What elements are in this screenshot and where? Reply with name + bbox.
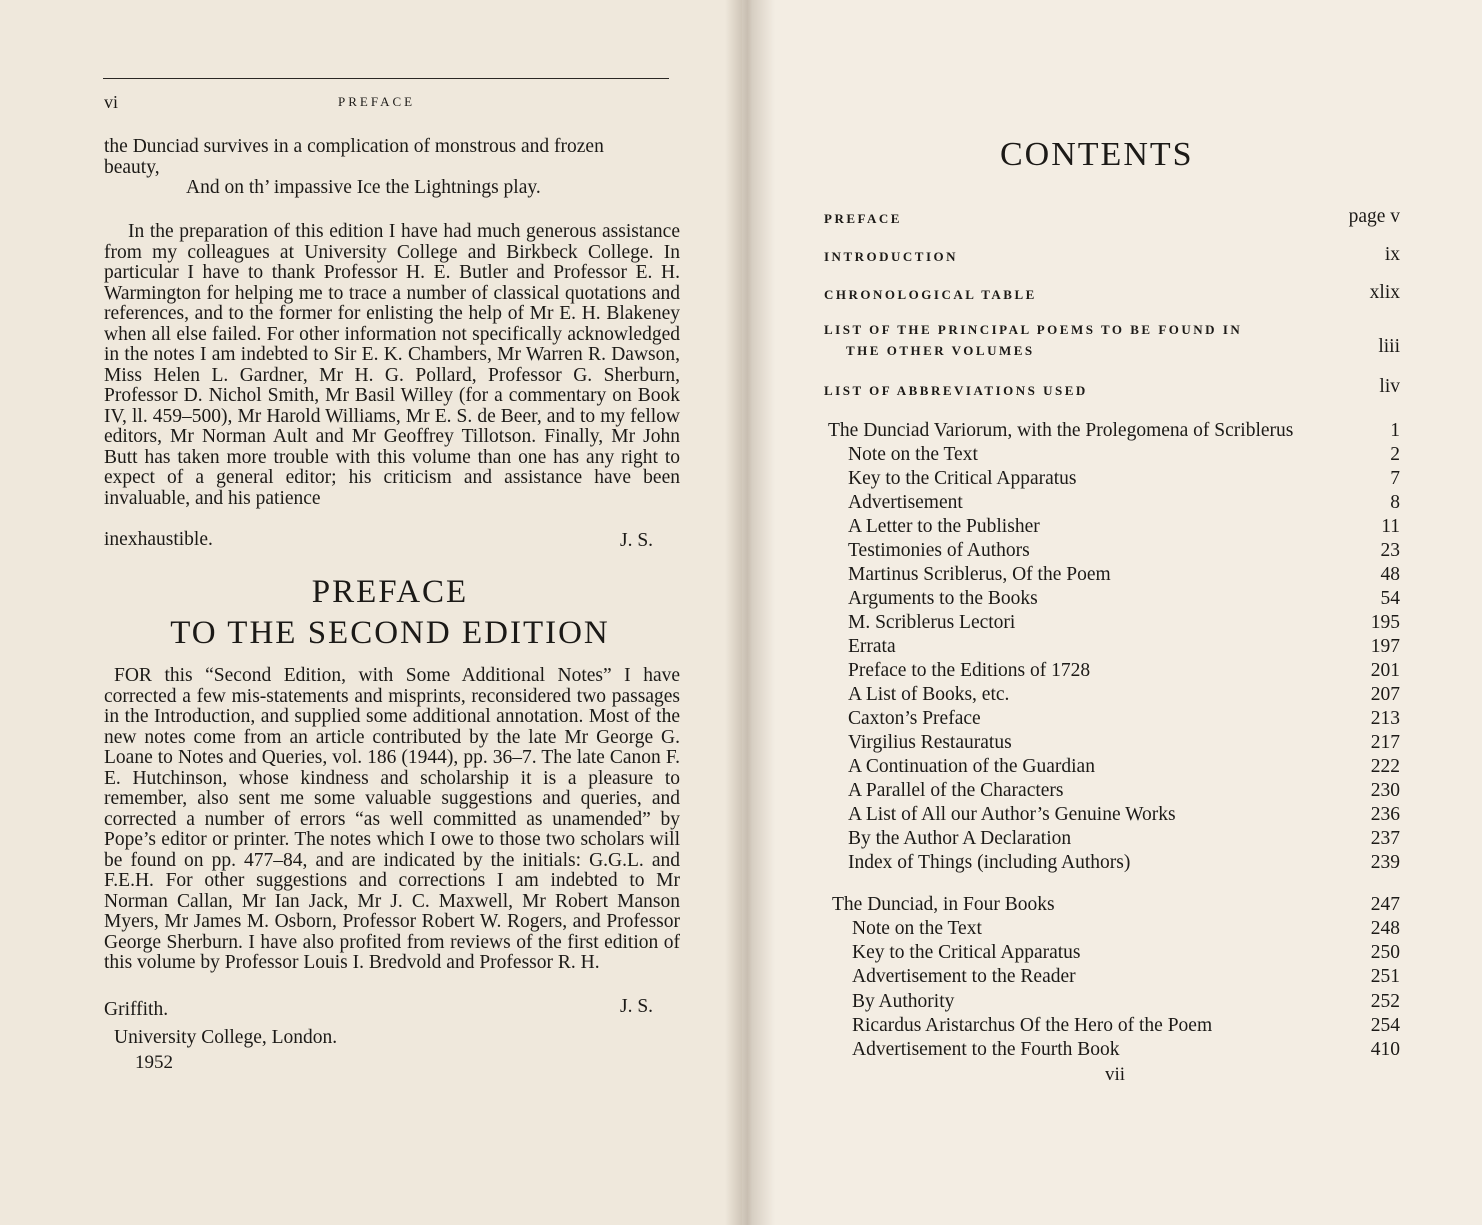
toc-page-number: 1 <box>1390 420 1400 441</box>
section-heading-preface: PREFACE <box>311 574 469 610</box>
toc-label: Ricardus Aristarchus Of the Hero of the Poem <box>852 1014 1213 1036</box>
toc-page-number: 213 <box>1370 708 1400 729</box>
toc-page-number: 23 <box>1380 540 1400 561</box>
toc-label: LIST OF ABBREVIATIONS USED <box>824 383 1088 398</box>
toc-label: A List of All our Author’s Genuine Works <box>848 804 1176 825</box>
toc-page-number: liv <box>1379 376 1400 397</box>
toc-entry <box>824 756 1400 780</box>
toc-entry <box>824 804 1400 828</box>
toc-page-number: 251 <box>1370 966 1400 988</box>
toc-entry <box>824 1039 1400 1063</box>
running-head: PREFACE <box>338 94 416 109</box>
toc-label: CHRONOLOGICAL TABLE <box>824 287 1037 302</box>
toc-label: Advertisement <box>848 492 963 513</box>
second-edition-paragraph: FOR this “Second Edition, with Some Additional Notes” I have corrected a few mis-statements and misprints, reconsidered two passages in the Introduction, and supplied some additional annotation. Most of the new notes come from an article contributed by the late Mr George G. Loane to Notes and Queries, vol. 186 (1944), pp. 36–7. The late Canon F. E. Hutchinson, whose kindness and scholarship it is a pleasure to remember, also sent me some valuable suggestions and queries, and corrected a number of errors “as well committed as unamended” by Pope’s editor or printer. The notes which I owe to those two scholars will be found on pp. 477–84, and are indicated by the initials: G.G.L. and F.E.H. For other suggestions and corrections I am indebted to Mr Norman Callan, Mr Ian Jack, Mr J. C. Maxwell, Mr Robert Manson Myers, Mr James M. Osborn, Professor Robert W. Rogers, and Professor George Sherburn. I have also profited from reviews of the first edition of this volume by Professor Louis I. Bredvold and Professor R. H. <box>104 665 680 973</box>
toc-page-number: 237 <box>1370 828 1400 849</box>
toc-label: The Dunciad, in Four Books <box>832 894 1055 915</box>
toc-page-number: 195 <box>1370 612 1400 633</box>
toc-page-number: 236 <box>1370 804 1400 825</box>
toc-label: By Authority <box>852 990 955 1012</box>
toc-entry <box>824 708 1400 732</box>
toc-label: Virgilius Restauratus <box>848 732 1012 753</box>
toc-label: A List of Books, etc. <box>848 684 1010 705</box>
toc-label: A Continuation of the Guardian <box>848 756 1095 777</box>
toc-page-number: 250 <box>1370 942 1400 964</box>
toc-entry <box>824 780 1400 804</box>
toc-entry <box>824 588 1400 612</box>
toc-page-number: 48 <box>1380 564 1400 585</box>
header-rule <box>103 78 669 79</box>
toc-part-dunciad-four-books <box>824 894 1400 918</box>
toc-label: By the Author A Declaration <box>848 828 1072 849</box>
toc-label: Testimonies of Authors <box>848 540 1030 561</box>
toc-page-number: 2 <box>1390 444 1400 465</box>
toc-entry <box>824 828 1400 852</box>
year: 1952 <box>135 1052 173 1073</box>
toc-front-preface <box>824 206 1400 234</box>
toc-page-number: 197 <box>1370 636 1400 657</box>
toc-entry <box>824 516 1400 540</box>
toc-page-number: 222 <box>1370 756 1400 777</box>
book-gutter <box>725 0 775 1225</box>
toc-label: Caxton’s Preface <box>848 708 981 729</box>
toc-label: A Parallel of the Characters <box>848 780 1064 801</box>
toc-entry <box>824 636 1400 660</box>
toc-label: Advertisement to the Reader <box>852 966 1076 988</box>
toc-label: M. Scriblerus Lectori <box>848 612 1016 633</box>
toc-label: Errata <box>848 636 896 657</box>
toc-label: INTRODUCTION <box>824 249 959 264</box>
toc-front-chronological-table <box>824 282 1400 310</box>
toc-label: Index of Things (including Authors) <box>848 852 1131 873</box>
toc-page-number: 248 <box>1370 918 1400 939</box>
quoted-verse: And on th’ impassive Ice the Lightnings play. <box>186 177 541 198</box>
toc-page-number: xlix <box>1369 282 1400 303</box>
toc-page-number: 7 <box>1390 468 1400 489</box>
toc-entry <box>824 612 1400 636</box>
toc-page-number: 8 <box>1390 492 1400 513</box>
toc-front-principal-poems <box>824 322 1400 366</box>
toc-entry <box>824 684 1400 708</box>
toc-entry <box>824 660 1400 684</box>
toc-page-number: liii <box>1378 336 1400 357</box>
paragraph-opening <box>104 137 680 178</box>
toc-entry <box>824 852 1400 876</box>
toc-label: Advertisement to the Fourth Book <box>852 1039 1120 1060</box>
acknowledgements-paragraph: In the preparation of this edition I have had much generous assistance from my colleagues at University College and Birkbeck College. In particular I have to thank Professor H. E. Butler and Professor E. H. Warmington for helping me to trace a number of classical quotations and references, and to the former for enlisting the help of Mr E. H. Blakeney when all else failed. For other information not specifically acknowledged in the notes I am indebted to Sir E. K. Chambers, Mr Warren R. Dawson, Miss Helen L. Gardner, Mr H. G. Pollard, Professor G. Sherburn, Professor D. Nichol Smith, Mr Basil Willey (for a commentary on Book IV, ll. 459–500), Mr Harold Williams, Mr E. S. de Beer, and to my fellow editors, Mr Norman Ault and Mr Geoffrey Tillotson. Finally, Mr John Butt has taken more trouble with this volume than one has any right to expect of a general editor; his criticism and assistance have been invaluable, and his patience <box>104 221 680 509</box>
toc-page-number: page v <box>1348 206 1400 227</box>
toc-label: Note on the Text <box>848 444 978 465</box>
toc-entry <box>824 1015 1400 1039</box>
signature-initials: J. S. <box>620 530 654 551</box>
opening-line-1: the Dunciad survives in a complication of monstrous and frozen <box>104 136 604 157</box>
toc-label: PREFACE <box>824 211 902 226</box>
signature-initials-2: J. S. <box>620 996 654 1017</box>
toc-entry <box>824 444 1400 468</box>
toc-part-dunciad-variorum <box>824 420 1400 444</box>
acknowledgements-last-line: inexhaustible. <box>104 529 213 550</box>
left-folio: vi <box>104 92 119 112</box>
toc-front-abbreviations <box>824 376 1400 406</box>
section-heading-second-edition: TO THE SECOND EDITION <box>170 615 610 651</box>
contents-title: CONTENTS <box>1000 136 1194 173</box>
toc-label: LIST OF THE PRINCIPAL POEMS TO BE FOUND IN <box>824 322 1243 337</box>
right-folio: vii <box>1105 1064 1126 1085</box>
toc-label: Arguments to the Books <box>848 588 1038 609</box>
toc-label: Key to the Critical Apparatus <box>848 468 1077 489</box>
toc-entry <box>824 492 1400 516</box>
toc-page-number: 54 <box>1380 588 1400 609</box>
toc-page-number: 217 <box>1370 732 1400 753</box>
toc-page-number: 410 <box>1370 1039 1400 1060</box>
toc-entry <box>824 564 1400 588</box>
toc-label: A Letter to the Publisher <box>848 516 1040 537</box>
toc-entry <box>824 942 1400 966</box>
toc-label: Martinus Scriblerus, Of the Poem <box>848 564 1111 585</box>
toc-front-introduction <box>824 244 1400 272</box>
toc-entry <box>824 966 1400 990</box>
toc-page-number: 201 <box>1370 660 1400 681</box>
toc-page-number: 207 <box>1370 684 1400 705</box>
toc-entry <box>824 468 1400 492</box>
toc-label-continued: THE OTHER VOLUMES <box>846 343 1035 358</box>
toc-page-number: 247 <box>1370 894 1400 915</box>
toc-page-number: 254 <box>1370 1014 1400 1036</box>
toc-entry <box>824 540 1400 564</box>
toc-entry <box>824 732 1400 756</box>
toc-page-number: 252 <box>1370 990 1400 1012</box>
toc-label: Note on the Text <box>852 918 982 939</box>
toc-label: Key to the Critical Apparatus <box>852 942 1081 964</box>
toc-entry <box>824 918 1400 942</box>
toc-label: The Dunciad Variorum, with the Prolegomena of Scriblerus <box>828 420 1294 441</box>
toc-page-number: 11 <box>1381 516 1400 537</box>
toc-page-number: 230 <box>1370 780 1400 801</box>
toc-entry <box>824 991 1400 1015</box>
toc-page-number: 239 <box>1370 852 1400 873</box>
second-edition-last-line: Griffith. <box>104 999 169 1020</box>
toc-page-number: ix <box>1384 244 1400 265</box>
place-line: University College, London. <box>114 1027 338 1048</box>
toc-label: Preface to the Editions of 1728 <box>848 660 1091 681</box>
opening-line-2: beauty, <box>104 156 160 178</box>
